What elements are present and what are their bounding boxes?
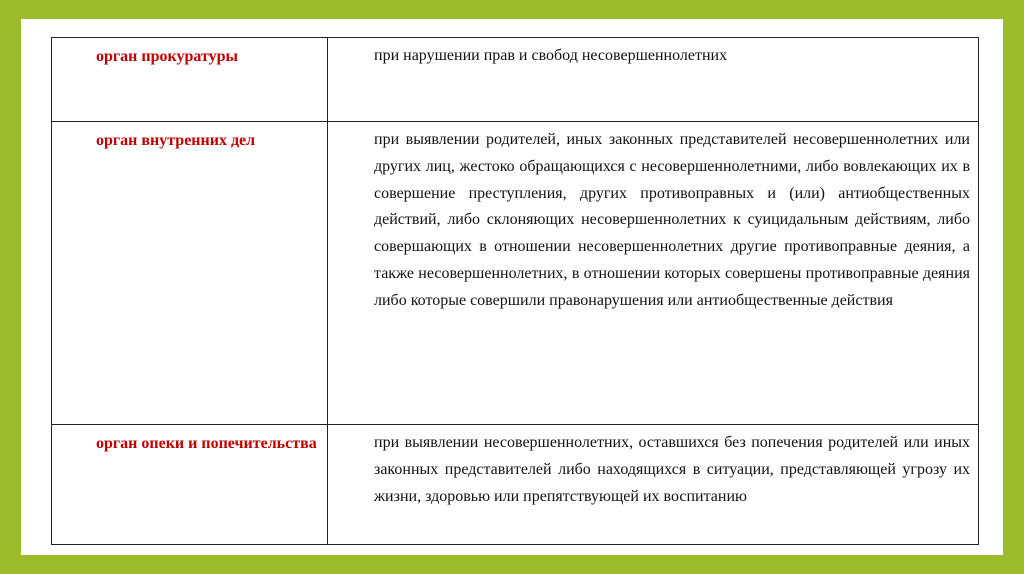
- authorities-table: [51, 37, 979, 545]
- table-row: [52, 122, 979, 425]
- organ-description-guardianship: при выявлении несовершеннолетних, оставшихся без попечения родителей или иных законных представителей либо находящихся в ситуации, представляющей угрозу их жизни, здоровью или препятствующей их воспитанию: [328, 425, 979, 545]
- slide: [21, 19, 1003, 555]
- organ-description-prosecutor: при нарушении прав и свобод несовершеннолетних: [328, 38, 979, 122]
- table-row: [52, 425, 979, 545]
- table-row: [52, 38, 979, 122]
- organ-name-prosecutor: орган прокуратуры: [52, 38, 328, 122]
- organ-description-internal-affairs: при выявлении родителей, иных законных представителей несовершеннолетних или других лиц, жестоко обращающихся с несовершеннолетними, либо вовлекающих их в совершение преступления, других противоправных и (или) антиобщественных действий, либо склоняющих несовершеннолетних к суицидальным действиям, либо совершающих в отношении несовершеннолетних другие противоправные деяния, а также несовершеннолетних, в отношении которых совершены противоправные деяния либо которые совершили правонарушения или антиобщественные действия: [328, 122, 979, 425]
- organ-name-internal-affairs: орган внутренних дел: [52, 122, 328, 425]
- organ-name-guardianship: орган опеки и попечительства: [52, 425, 328, 545]
